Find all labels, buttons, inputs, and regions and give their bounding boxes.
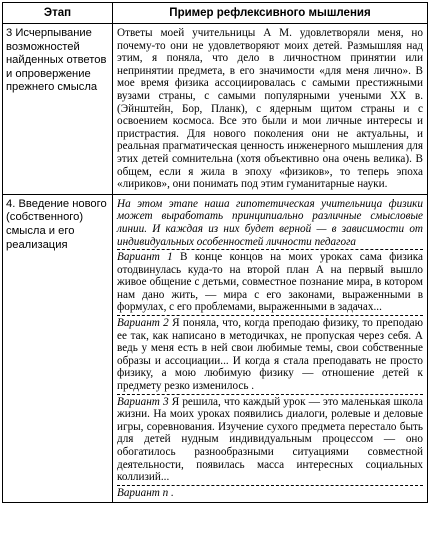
example-text: Ответы моей учительницы А М. удовлетворяли меня, но почему-то они не удовлетворяют моих детей. Размышляя над этим, я поняла, что дело в личностном принятии или непринятии предмета, в его значимости «для меня лично». В мое время физика ассоциировалась с самыми престижными вузами страны, с самыми популярными учеными XX в. (Эйнштейн, Бор, Планк), с ядерным щитом страны и с освоением космоса. Все это были и мои личные интересы и пристрастия. Для нового поколения они не актуальны, и реальная прагматическая ценность инженерного мышления для этих детей сомнительна (хотя объективно она очень велика). В общем, если я жила в эпоху «физиков», то теперь эпоха «лириков», они понимать под этим гуманитарные науки. — [117, 27, 423, 191]
variant-label: Вариант 1 — [117, 251, 173, 264]
variant-paragraph — [117, 394, 423, 484]
variant-paragraph — [117, 315, 423, 393]
reflexive-thinking-table — [2, 2, 428, 503]
stage-cell: 3 Исчерпывание возможностей найденных ответов и опровержение прежнего смысла — [3, 24, 113, 195]
table-header-row — [3, 3, 428, 24]
variant-text: Я поняла, что, когда преподаю физику, то преподаю ее так, как написано в методичках, не пропуская через себя. А ведь у меня есть в ней свои любимые темы, свои собственные образы и ассоциации... И когда я стала преподавать не просто физику, а мою любимую физику — отношение детей к предмету резко изменилось . — [117, 317, 423, 393]
variant-text: Я решила, что каждый урок — это маленькая школа жизни. На моих уроках появились диалоги, ролевые и деловые игры, соревнования. Изучение сухого предмета перестало быть для детей нудным индивидуальным процессом — оно обогатилось разнообразными ситуациями совместной деятельности, появилась масса интересных социальных коллизий... — [117, 395, 424, 484]
variant-text: В конце концов на моих уроках сама физика отодвинулась куда-то на второй план А на первый вышло живое общение с детьми, совместное познание мира, в котором нам дано жить, — мира с его законами, выраженными в формулах, с его проблемами, выраженными в задачах... — [117, 251, 423, 314]
table-row — [3, 24, 428, 195]
variant-label: Вариант 2 — [117, 317, 169, 330]
example-cell — [113, 194, 428, 503]
variant-label: Вариант 3 — [117, 395, 169, 408]
table-row — [3, 194, 428, 503]
example-intro: На этом этапе наша гипотетическая учительница физики может выработать принципиально различные смысловые линии. И каждая из них будет верной — в зависимости от индивидуальных особенностей личности педагога — [117, 197, 423, 248]
header-stage: Этап — [3, 3, 113, 24]
variant-paragraph — [117, 485, 423, 500]
variant-label: Вариант п . — [117, 486, 174, 499]
example-cell — [113, 24, 428, 195]
header-example: Пример рефлексивного мышления — [113, 3, 428, 24]
stage-cell: 4. Введение нового (собственного) смысла и его реализация — [3, 194, 113, 503]
variant-paragraph — [117, 249, 423, 314]
